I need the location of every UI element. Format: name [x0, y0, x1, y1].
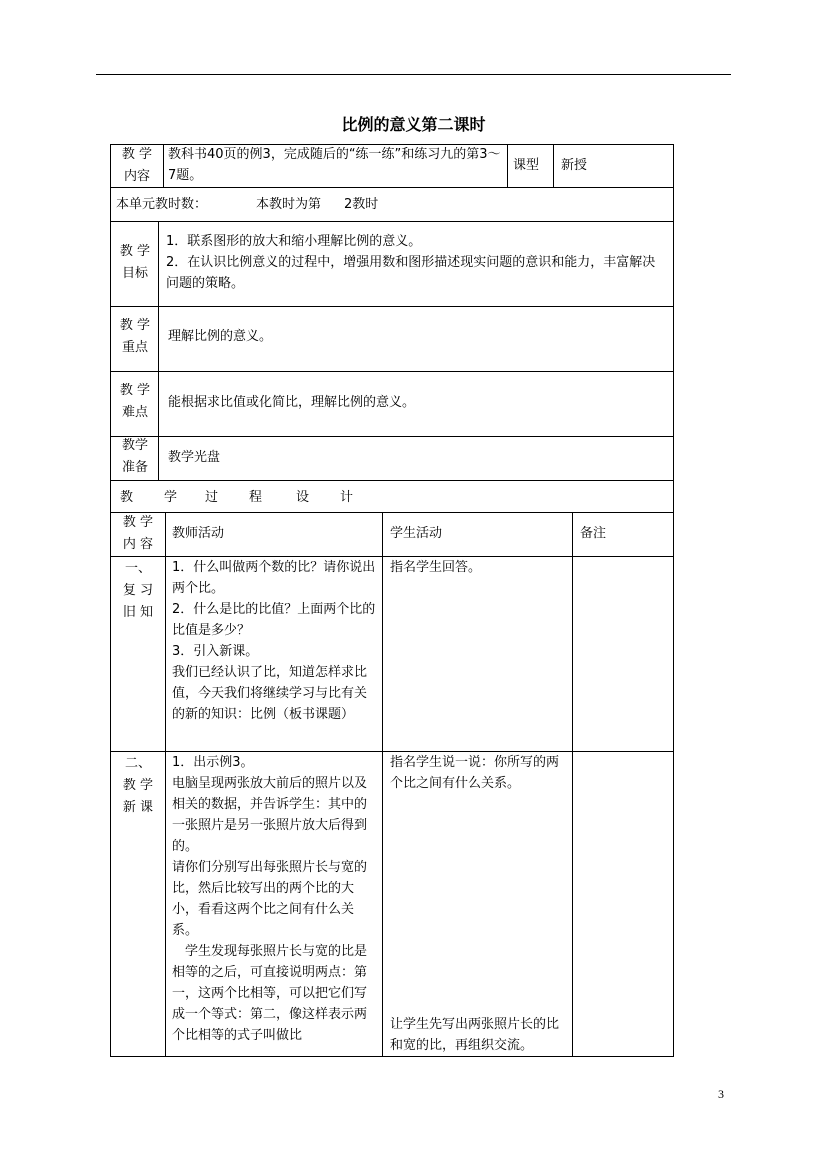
teacher-activity-new-lesson: 1．出示例3。 电脑呈现两张放大前后的照片以及相关的数据，并告诉学生：其中的一张照片是另一张照片放大后得到的。 请你们分别写出每张照片长与宽的比，然后比较写出的两个比的大小，看看这两个比之间有什么关系。 学生发现每张照片长与宽的比是相等的之后，可直接说明两点：第一，这两个比相等，可以把它们写成一个等式：第二，像这样表示两个比相等的式子叫做比 — [172, 755, 368, 1043]
preparation-value: 教学光盘 — [168, 450, 221, 465]
column-divider — [382, 512, 383, 1057]
difficulties-value: 能根据求比值或化简比，理解比例的意义。 — [168, 395, 416, 410]
student-activity-review: 指名学生回答。 — [390, 560, 482, 575]
content-value: 教科书40页的例3，完成随后的“练一练”和练习九的第3～7题。 — [168, 147, 501, 183]
key-points-label: 教 学 重点 — [119, 318, 151, 355]
column-divider — [572, 512, 573, 1057]
lesson-type-label: 课型 — [513, 158, 540, 173]
current-hour-value: 2教时 — [344, 197, 379, 212]
goal-item: 2．在认识比例意义的过程中，增强用数和图形描述现实问题的意识和能力，丰富解决问题的策略。 — [166, 255, 656, 291]
goals-label: 教 学 目标 — [119, 244, 151, 281]
column-header-teacher: 教师活动 — [172, 526, 225, 541]
row-divider — [110, 480, 674, 481]
header-rule — [96, 74, 731, 75]
column-divider — [158, 221, 159, 480]
section-new-lesson: 二、 教 学 新 课 — [122, 756, 154, 815]
column-divider — [553, 144, 554, 187]
goal-item: 1．联系图形的放大和缩小理解比例的意义。 — [166, 234, 422, 249]
row-divider — [110, 436, 674, 437]
row-divider — [110, 187, 674, 188]
row-divider — [110, 371, 674, 372]
unit-hours-label: 本单元教时数： — [116, 197, 208, 212]
column-divider — [163, 144, 164, 187]
column-header-notes: 备注 — [580, 526, 607, 541]
teacher-activity-review: 1．什么叫做两个数的比？请你说出两个比。 2．什么是比的比值？上面两个比的比值是多少？ 3．引入新课。 我们已经认识了比，知道怎样求比值，今天我们将继续学习与比有关的新的知识：比例（板书课题） — [172, 560, 376, 722]
row-divider — [110, 512, 674, 513]
difficulties-label: 教 学 难点 — [119, 383, 151, 420]
preparation-label: 教学 准备 — [121, 438, 148, 475]
page-title: 比例的意义第二课时 — [341, 115, 486, 134]
row-divider — [110, 221, 674, 222]
column-divider — [165, 512, 166, 1057]
lesson-type-value: 新授 — [561, 158, 588, 173]
section-review: 一、 复 习 旧 知 — [122, 561, 154, 620]
student-activity-new-lesson: 让学生先写出两张照片长的比和宽的比，再组织交流。 — [390, 1017, 560, 1053]
column-header-content: 教 学 内 容 — [122, 515, 154, 552]
content-label: 教 学 内容 — [121, 147, 153, 184]
column-divider — [507, 144, 508, 187]
key-points-value: 理解比例的意义。 — [168, 329, 273, 344]
student-activity-new-lesson: 指名学生说一说：你所写的两个比之间有什么关系。 — [390, 755, 560, 791]
page-number: 3 — [718, 1087, 724, 1101]
row-divider — [110, 306, 674, 307]
column-header-student: 学生活动 — [390, 526, 443, 541]
current-hour-label: 本教时为第 — [256, 197, 322, 212]
